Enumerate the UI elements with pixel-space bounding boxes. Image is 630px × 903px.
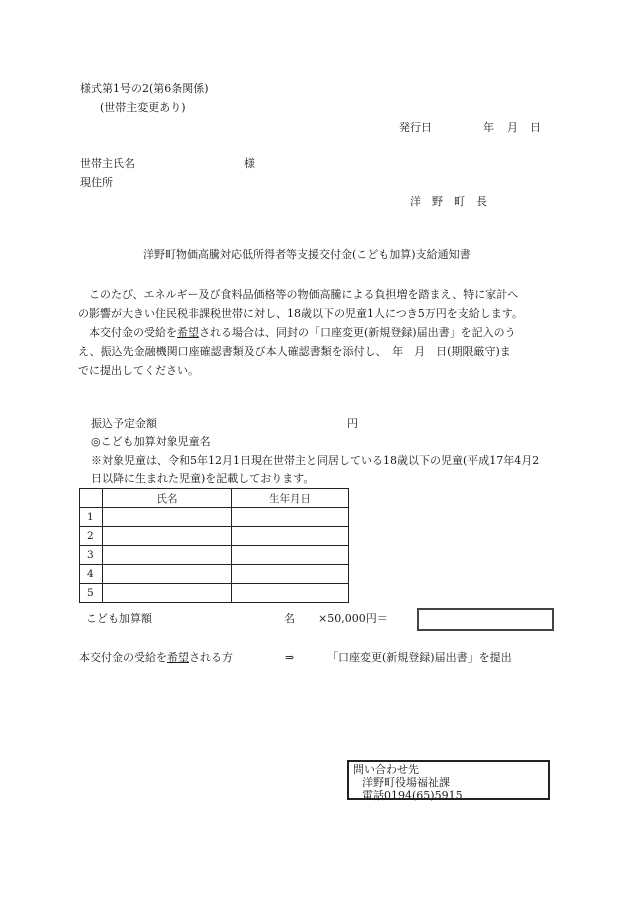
table-header-birthdate: 生年月日: [232, 489, 349, 508]
contact-box: [347, 760, 550, 800]
table-header-name: 氏名: [103, 489, 232, 508]
kibou-underlined: 希望: [177, 326, 199, 339]
child-birthdate-cell[interactable]: [232, 546, 349, 565]
row-number: 2: [80, 527, 103, 546]
transfer-yen: 円: [347, 417, 358, 430]
form-note: (世帯主変更あり): [100, 101, 186, 114]
issue-date-month: 月: [507, 121, 518, 134]
body-p2-line2: え、振込先金融機関口座確認書類及び本人確認書類を添付し、 年 月 日(期限厳守)ま: [78, 345, 511, 358]
issuer: 洋 野 町 長: [410, 195, 487, 208]
address-label: 現住所: [80, 176, 113, 189]
row-number: 4: [80, 565, 103, 584]
head-name-label: 世帯主氏名: [80, 157, 135, 170]
table-header-no: [80, 489, 103, 508]
body-p1-line2: の影響が大きい住民税非課税世帯に対し、18歳以下の児童1人につき5万円を支給します。: [78, 307, 523, 320]
row-number: 3: [80, 546, 103, 565]
child-name-cell[interactable]: [103, 508, 232, 527]
row-number: 5: [80, 584, 103, 603]
action-arrow: ⇒: [285, 651, 295, 664]
child-addition-amount-box[interactable]: [417, 608, 554, 631]
child-name-cell[interactable]: [103, 546, 232, 565]
contact-phone: 電話0194(65)5915: [362, 789, 463, 802]
issue-date-year: 年: [483, 121, 494, 134]
contact-heading: 問い合わせ先: [353, 763, 419, 776]
form-number: 様式第1号の2(第6条関係): [80, 82, 209, 95]
table-row: [80, 527, 349, 546]
children-table: [79, 488, 349, 603]
issue-date-day: 日: [530, 121, 541, 134]
child-name-cell[interactable]: [103, 584, 232, 603]
issue-date-label: 発行日: [399, 121, 432, 134]
child-birthdate-cell[interactable]: [232, 584, 349, 603]
table-row: [80, 546, 349, 565]
row-number: 1: [80, 508, 103, 527]
table-row: [80, 508, 349, 527]
child-name-cell[interactable]: [103, 565, 232, 584]
children-note-line1: ※対象児童は、令和5年12月1日現在世帯主と同居している18歳以下の児童(平成17年4月2: [91, 454, 540, 467]
child-birthdate-cell[interactable]: [232, 527, 349, 546]
child-name-cell[interactable]: [103, 527, 232, 546]
body-p2-line1: 本交付金の受給を希望される場合は、同封の「口座変更(新規登録)届出書」を記入のう: [78, 326, 516, 339]
kibou-underlined-2: 希望: [167, 651, 189, 664]
child-birthdate-cell[interactable]: [232, 508, 349, 527]
table-header-row: [80, 489, 349, 508]
document-title: 洋野町物価高騰対応低所得者等支援交付金(こども加算)支給通知書: [143, 248, 471, 261]
body-p1-line1: このたび、エネルギー及び食料品価格等の物価高騰による負担増を踏まえ、特に家計へ: [78, 288, 519, 301]
children-heading: ◎こども加算対象児童名: [91, 435, 211, 448]
table-row: [80, 584, 349, 603]
action-result: 「口座変更(新規登録)届出書」を提出: [327, 651, 512, 664]
children-note-line2: 日以降に生まれた児童)を記載しております。: [91, 472, 315, 485]
body-p2-line3: でに提出してください。: [78, 364, 199, 377]
child-count-unit: 名: [284, 612, 295, 625]
honorific: 様: [244, 157, 255, 170]
transfer-amount-label: 振込予定金額: [91, 417, 157, 430]
child-addition-formula: ×50,000円＝: [318, 612, 388, 625]
child-birthdate-cell[interactable]: [232, 565, 349, 584]
table-row: [80, 565, 349, 584]
contact-dept: 洋野町役場福祉課: [362, 776, 450, 789]
body-paragraphs: [78, 285, 552, 380]
child-addition-label: こども加算額: [86, 612, 152, 625]
action-instruction: 本交付金の受給を希望される方: [79, 651, 233, 664]
